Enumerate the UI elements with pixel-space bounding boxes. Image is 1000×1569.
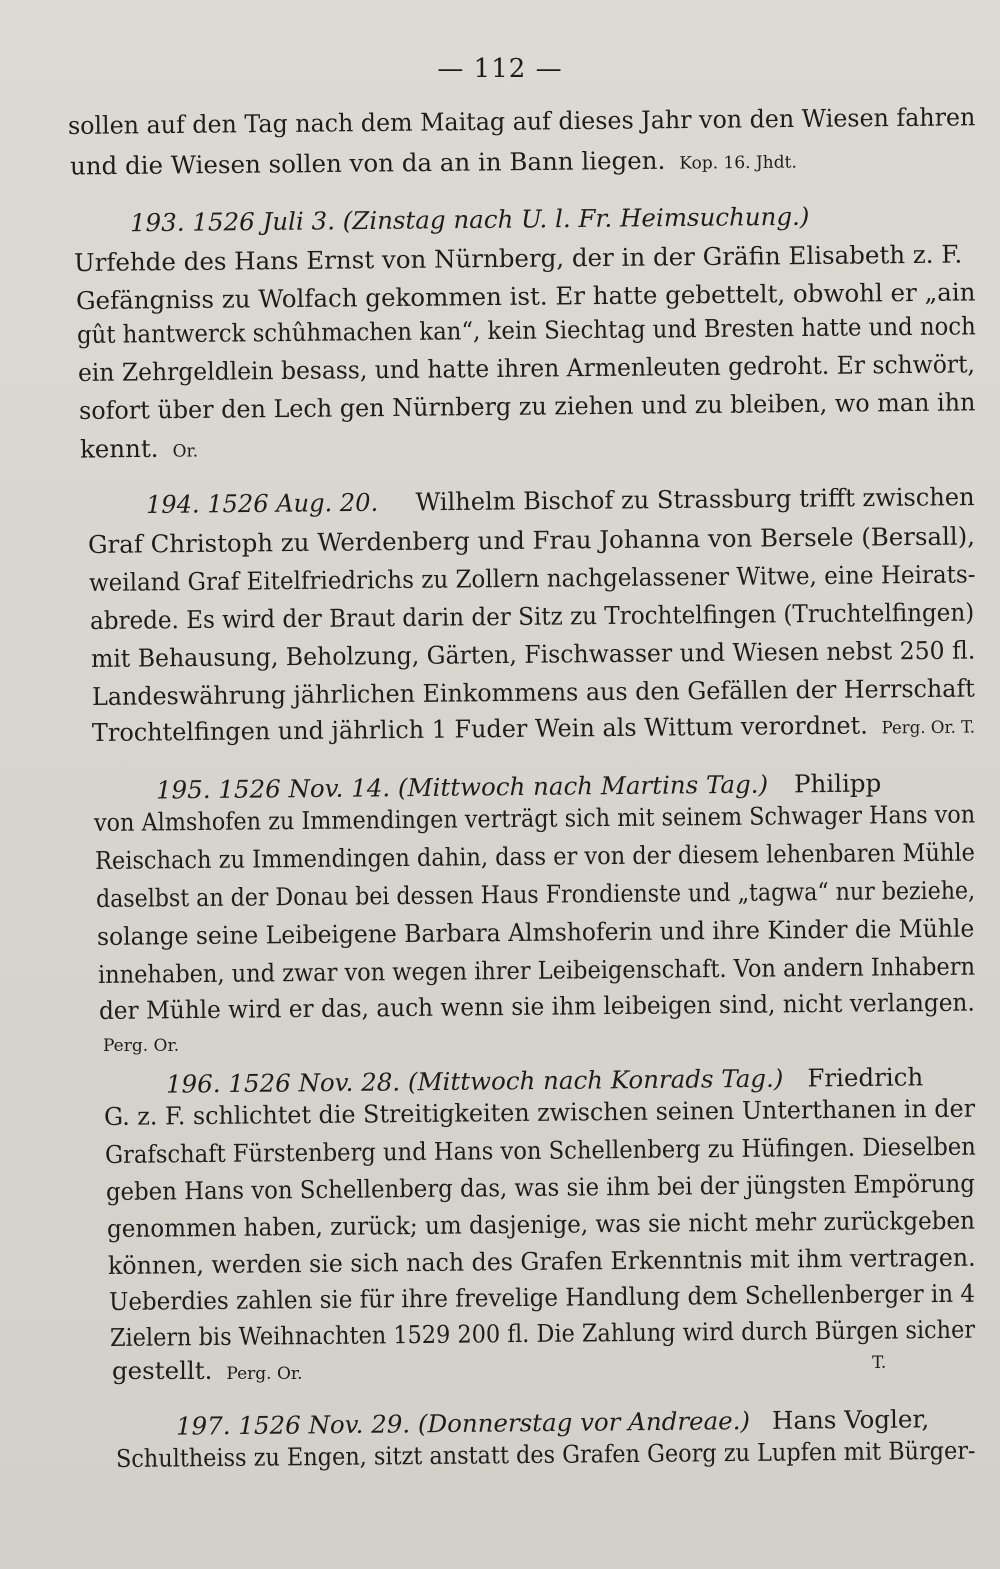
body-text: gût hantwerck schûhmachen kan“, kein Siechtag und Bresten hatte und noch bbox=[76, 311, 976, 349]
text-line bbox=[70, 145, 797, 185]
body-text: abrede. Es wird der Braut darin der Sitz zu Trochtelfingen (Truchtelfingen) bbox=[89, 597, 975, 635]
body-text: Zielern bis Weihnachten 1529 200 fl. Die Zahlung wird durch Bürgen sicher bbox=[109, 1314, 976, 1352]
text-line bbox=[97, 914, 975, 952]
text-line bbox=[96, 876, 975, 914]
source-note: Perg. Or. T. bbox=[881, 717, 976, 739]
text-line bbox=[107, 1206, 975, 1244]
body-text: sofort über den Lech gen Nürnberg zu ziehen und zu bleiben, wo man ihn bbox=[78, 387, 976, 425]
body-text: Reischach zu Immendingen dahin, dass er von der diesem lehenbaren Mühle bbox=[94, 837, 976, 875]
body-text: von Almshofen zu Immendingen verträgt sich mit seinem Schwager Hans von bbox=[93, 799, 976, 837]
body-text: geben Hans von Schellenberg das, was sie ihm bei der jüngsten Empörung bbox=[105, 1168, 976, 1206]
text-line bbox=[80, 433, 198, 467]
text-line bbox=[67, 102, 976, 141]
body-text: G. z. F. schlichtet die Streitigkeiten zwischen seinen Unterthanen in der bbox=[103, 1093, 976, 1131]
body-text: mit Behausung, Beholzung, Gärten, Fischwasser und Wiesen nebst 250 fl. bbox=[90, 635, 976, 673]
body-text: genommen haben, zurück; um dasjenige, was sie nicht mehr zurückgeben bbox=[106, 1205, 976, 1243]
body-text: Friedrich bbox=[807, 1062, 924, 1093]
text-line bbox=[99, 988, 975, 1026]
body-text: Hans Vogler, bbox=[771, 1404, 930, 1435]
entry-197-heading: 197. 1526 Nov. 29. (Donnerstag vor Andreae.) bbox=[175, 1406, 751, 1441]
body-text: können, werden sie sich nach des Grafen Erkenntnis mit ihm vertragen. bbox=[107, 1242, 976, 1280]
body-text: daselbst an der Donau bei dessen Haus Frondienste und „tagwa“ nur beziehe, bbox=[95, 875, 976, 913]
text-line bbox=[110, 1315, 975, 1353]
text-line bbox=[88, 521, 975, 560]
body-text: solange seine Leibeigene Barbara Almshoferin und ihre Kinder die Mühle bbox=[96, 913, 975, 951]
text-line bbox=[104, 1094, 975, 1132]
body-text: der Mühle wird er das, auch wenn sie ihm leibeigen sind, nicht verlangen. bbox=[98, 987, 975, 1025]
text-line bbox=[106, 1169, 975, 1207]
text-line bbox=[166, 1062, 923, 1099]
page-number: — 112 — bbox=[437, 54, 563, 84]
body-text: Philipp bbox=[793, 768, 882, 799]
body-text: Graf Christoph zu Werdenberg und Frau Johanna von Bersele (Bersall), bbox=[87, 521, 976, 559]
text-line bbox=[92, 674, 975, 712]
text-line bbox=[112, 1356, 303, 1389]
text-line bbox=[156, 769, 881, 806]
body-text: ein Zehrgeldlein besass, und hatte ihren Armenleuten gedroht. Er schwört, bbox=[77, 349, 976, 387]
text-line bbox=[92, 710, 975, 751]
text-line bbox=[146, 482, 975, 520]
source-note: Or. bbox=[172, 441, 199, 462]
text-line bbox=[98, 952, 975, 990]
body-text: sollen auf den Tag nach dem Maitag auf dieses Jahr von den Wiesen fahren bbox=[67, 102, 976, 140]
body-text: innehaben, und zwar von wegen ihrer Leibeigenschaft. Von andern Inhabern bbox=[97, 951, 976, 989]
body-text: Trochtelfingen und jährlich 1 Fuder Wein als Wittum verordnet. bbox=[91, 710, 868, 747]
text-line bbox=[89, 559, 976, 598]
source-note: Kop. 16. Jhdt. bbox=[679, 152, 797, 174]
body-text: kennt. bbox=[79, 433, 159, 464]
body-text: und die Wiesen sollen von da an in Bann liegen. bbox=[69, 145, 666, 181]
text-line bbox=[77, 349, 976, 388]
text-line bbox=[108, 1243, 976, 1281]
text-line bbox=[872, 1348, 886, 1378]
text-line bbox=[76, 311, 976, 350]
text-line bbox=[176, 1404, 929, 1441]
text-line bbox=[91, 636, 976, 674]
entry-195-heading: 195. 1526 Nov. 14. (Mittwoch nach Martins Tag.) bbox=[155, 769, 769, 805]
entry-196-heading: 196. 1526 Nov. 28. (Mittwoch nach Konrads Tag.) bbox=[165, 1063, 784, 1099]
source-note: Perg. Or. bbox=[226, 1364, 303, 1384]
source-note: T. bbox=[872, 1353, 887, 1373]
text-line bbox=[105, 1132, 976, 1170]
body-text: Grafschaft Fürstenberg und Hans von Schellenberg zu Hüfingen. Dieselben bbox=[104, 1131, 976, 1169]
body-text: Landeswährung jährlichen Einkommens aus den Gefällen der Herrschaft bbox=[91, 673, 975, 711]
body-text: Ueberdies zahlen sie für ihre frevelige Handlung dem Schellenberger in 4 bbox=[108, 1278, 976, 1316]
body-text: Wilhelm Bischof zu Strassburg trifft zwischen bbox=[415, 482, 975, 517]
text-line bbox=[75, 277, 976, 316]
body-text: Schultheiss zu Engen, sitzt anstatt des Grafen Georg zu Lupfen mit Bürger- bbox=[115, 1435, 976, 1473]
text-line bbox=[73, 239, 963, 278]
entry-193-heading: 193. 1526 Juli 3. (Zinstag nach U. l. Fr. Heimsuchung.) bbox=[129, 201, 810, 238]
body-text: Urfehde des Hans Ernst von Nürnberg, der in der Gräfin Elisabeth z. F. bbox=[73, 239, 963, 278]
text-line bbox=[103, 1028, 179, 1061]
source-note: Perg. Or. bbox=[103, 1036, 180, 1056]
text-line bbox=[116, 1436, 976, 1474]
body-text: Gefängniss zu Wolfach gekommen ist. Er hatte gebettelt, obwohl er „ain bbox=[75, 277, 976, 316]
text-line bbox=[94, 800, 975, 838]
body-text: gestellt. bbox=[112, 1356, 213, 1385]
text-line bbox=[78, 387, 976, 426]
entry-heading bbox=[130, 202, 810, 239]
text-line bbox=[90, 598, 975, 636]
entry-194-heading: 194. 1526 Aug. 20. bbox=[145, 487, 379, 519]
text-line bbox=[95, 838, 975, 876]
text-line bbox=[109, 1279, 975, 1317]
body-text: weiland Graf Eitelfriedrichs zu Zollern nachgelassener Witwe, eine Heirats- bbox=[88, 559, 976, 597]
